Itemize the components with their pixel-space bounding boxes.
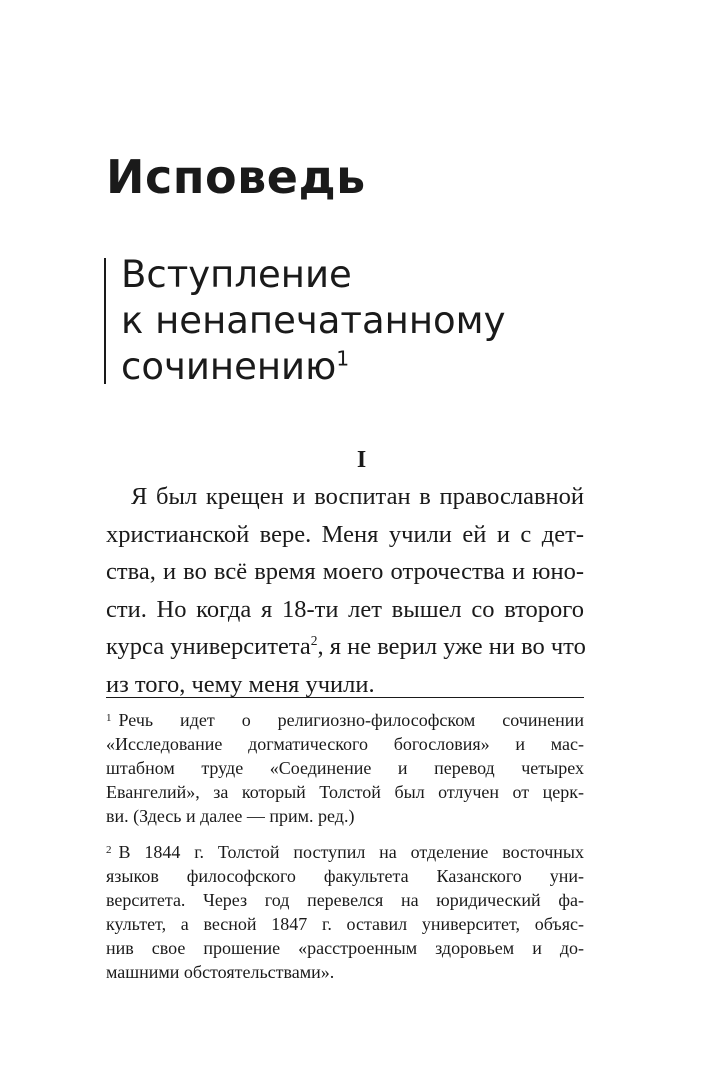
footnote-line: верситета. Через год перевелся на юридический фа-: [106, 890, 584, 910]
footnote-line: языков философского факультета Казанского уни-: [106, 866, 584, 886]
body-paragraph: [106, 478, 584, 703]
chapter-number: I: [356, 447, 367, 473]
footnotes: [106, 706, 584, 994]
body-line: сти. Но когда я 18-ти лет вышел со второго: [106, 595, 584, 623]
subtitle-line-text: сочинению: [121, 345, 337, 388]
body-line: из того, чему меня учили.: [106, 670, 375, 698]
footnote-line-text: Речь идет о религиозно-философском сочинении: [118, 710, 584, 730]
footnote-line: Евангелий», за который Толстой был отлучен от церк-: [106, 782, 584, 802]
subtitle-block: [104, 253, 506, 388]
footnote-2: [106, 838, 584, 984]
footnote-ref-1[interactable]: 1: [336, 346, 350, 371]
footnote-line: культет, а весной 1847 г. оставил университет, объяс-: [106, 914, 584, 934]
footnote-ref-2[interactable]: 2: [310, 632, 318, 648]
body-line: ства, и во всё время моего отрочества и юно-: [106, 558, 584, 585]
footnote-line-text: В 1844 г. Толстой поступил на отделение восточных: [118, 842, 584, 862]
footnote-line: штабном труде «Соединение и перевод четырех: [106, 758, 584, 778]
page-title: Исповедь: [106, 150, 366, 204]
footnote-line: [106, 706, 584, 732]
subtitle-line: Вступление: [121, 253, 352, 296]
footnote-line: [106, 838, 584, 864]
footnote-mark: 1: [106, 712, 112, 724]
footnote-line: нив свое прошение «расстроенным здоровьем и до-: [106, 938, 584, 958]
footnote-divider: [106, 697, 584, 698]
subtitle-line: [121, 344, 505, 390]
body-line: [106, 628, 584, 666]
body-line-text: курса университета: [106, 633, 311, 660]
footnote-line: ви. (Здесь и далее — прим. ред.): [106, 806, 355, 826]
body-line-text: , я не верил уже ни во что: [317, 633, 586, 660]
footnote-1: [106, 706, 584, 828]
footnote-line: машними обстоятельствами».: [106, 962, 335, 982]
footnote-mark: 2: [106, 844, 112, 856]
footnote-line: «Исследование догматического богословия» и мас-: [106, 734, 584, 754]
subtitle-line: к ненапечатанному: [121, 299, 506, 342]
body-line: христианской вере. Меня учили ей и с дет-: [106, 520, 584, 548]
body-line: Я был крещен и воспитан в православной: [131, 483, 584, 510]
